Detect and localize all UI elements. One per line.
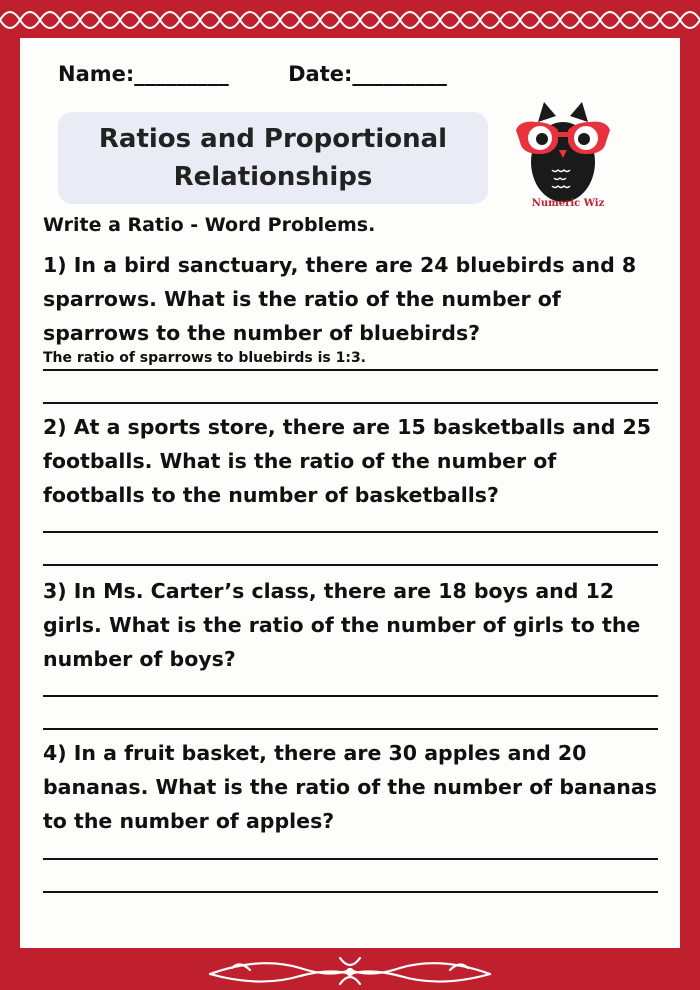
logo-text: Numeric Wiz: [531, 198, 605, 209]
decorative-bottom-ornament: [0, 948, 700, 990]
worksheet-page: [20, 38, 680, 948]
page-title: [99, 120, 447, 196]
answer-1-text[interactable]: The ratio of sparrows to bluebirds is 1:3.: [43, 350, 366, 366]
answer-line[interactable]: [43, 891, 658, 893]
page-title-line2: Relationships: [173, 162, 373, 192]
section-subtitle: Write a Ratio - Word Problems.: [43, 214, 376, 236]
decorative-top-border: [0, 0, 700, 38]
answer-line[interactable]: [43, 728, 658, 730]
name-date-row: [58, 62, 447, 86]
answer-line[interactable]: [43, 695, 658, 697]
date-field[interactable]: Date:_________: [288, 62, 447, 86]
page-title-line1: Ratios and Proportional: [98, 124, 448, 154]
title-box: [58, 112, 488, 204]
question-3: 3) In Ms. Carter’s class, there are 18 boys and 12 girls. What is the ratio of the number of girls to the number of boys?: [43, 579, 641, 671]
question-4: 4) In a fruit basket, there are 30 apples and 20 bananas. What is the ratio of the number of bananas to the number of apples?: [43, 741, 657, 833]
answer-line[interactable]: [43, 858, 658, 860]
answer-line: [43, 369, 658, 371]
answer-line[interactable]: [43, 531, 658, 533]
answer-line[interactable]: [43, 564, 658, 566]
name-field[interactable]: Name:_________: [58, 62, 229, 86]
question-1: 1) In a bird sanctuary, there are 24 bluebirds and 8 sparrows. What is the ratio of the number of sparrows to the number of bluebirds?: [43, 253, 637, 345]
question-2: 2) At a sports store, there are 15 basketballs and 25 footballs. What is the ratio of the number of footballs to the number of basketballs?: [43, 415, 652, 507]
answer-line[interactable]: [43, 402, 658, 404]
